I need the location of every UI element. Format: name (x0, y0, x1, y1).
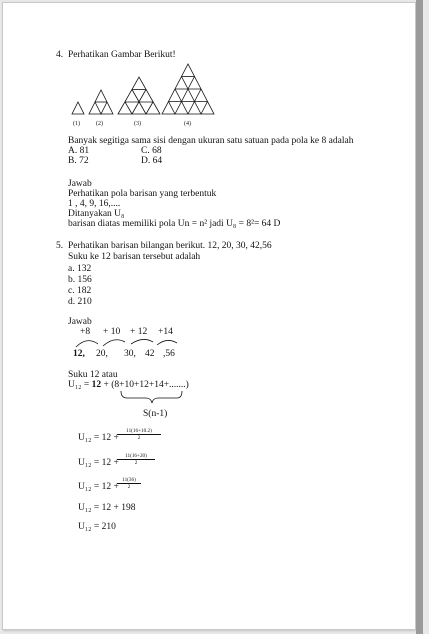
step-2-fraction: $\frac{11(16+20)}{2}$ (117, 453, 155, 466)
q5-option-c: c. 182 (68, 286, 92, 296)
fig-label-1: (1) (73, 121, 80, 127)
step-2-lhs: U₁₂ = 12 + (78, 458, 119, 468)
step-3-fraction: $\frac{11(36)}{2}$ (117, 477, 141, 490)
fig-label-4: (4) (184, 121, 191, 127)
diff-2: + 10 (103, 327, 121, 337)
q4-option-a: A. 81 (68, 146, 90, 156)
step-5: U₁₂ = 210 (78, 522, 116, 532)
q5-number: 5. (56, 241, 64, 251)
term-2: 20, (96, 349, 108, 359)
q5-title: Perhatikan barisan bilangan berikut. 12, 20, 30, 42,56 (68, 241, 272, 251)
q4-option-c: C. 68 (141, 146, 162, 156)
term-5: ,56 (163, 349, 175, 359)
suku-line: Suku 12 atau (68, 370, 118, 380)
step-1-fraction: $\frac{11(16+10.2)}{2}$ (117, 428, 161, 441)
q4-answer-line3: Ditanyakan U₈ (68, 209, 125, 219)
q5-option-a: a. 132 (68, 264, 92, 274)
q4-number: 4. (56, 50, 64, 60)
step-3-lhs: U₁₂ = 12 + (78, 482, 119, 492)
q4-answer-line1: Perhatikan pola barisan yang terbentuk (68, 189, 217, 199)
fig-label-2: (2) (96, 121, 103, 127)
term-3: 30, (124, 349, 136, 359)
q4-title: Perhatikan Gambar Berikut! (68, 50, 176, 60)
q4-answer-line2: 1 , 4, 9, 16,.... (68, 199, 121, 209)
q5-option-b: b. 156 (68, 275, 92, 285)
fig-label-3: (3) (134, 121, 141, 127)
q5-answer-heading: Jawab (68, 317, 92, 327)
term-4: 42 (145, 349, 155, 359)
q5-option-d: d. 210 (68, 297, 92, 307)
step-1-lhs: U₁₂ = 12 + (78, 433, 119, 443)
q4-option-d: D. 64 (141, 156, 163, 166)
diff-3: + 12 (130, 327, 148, 337)
u12-expression: U₁₂ = 12 + (8+10+12+14+.......) (68, 380, 189, 390)
q5-question: Suku ke 12 barisan tersebut adalah (68, 252, 201, 262)
sn-label: S(n-1) (143, 409, 168, 419)
step-4: U₁₂ = 12 + 198 (78, 503, 136, 513)
q4-answer-line4: barisan diatas memiliki pola Un = n² jadi U₈ = 8²= 64 D (68, 219, 281, 229)
term-1: 12, (73, 349, 85, 359)
diff-4: +14 (158, 327, 173, 337)
q4-question: Banyak segitiga sama sisi dengan ukuran satu satuan pada pola ke 8 adalah (68, 136, 354, 146)
diff-1: +8 (80, 327, 91, 337)
q4-option-b: B. 72 (68, 156, 89, 166)
q4-answer-heading: Jawab (68, 179, 92, 189)
